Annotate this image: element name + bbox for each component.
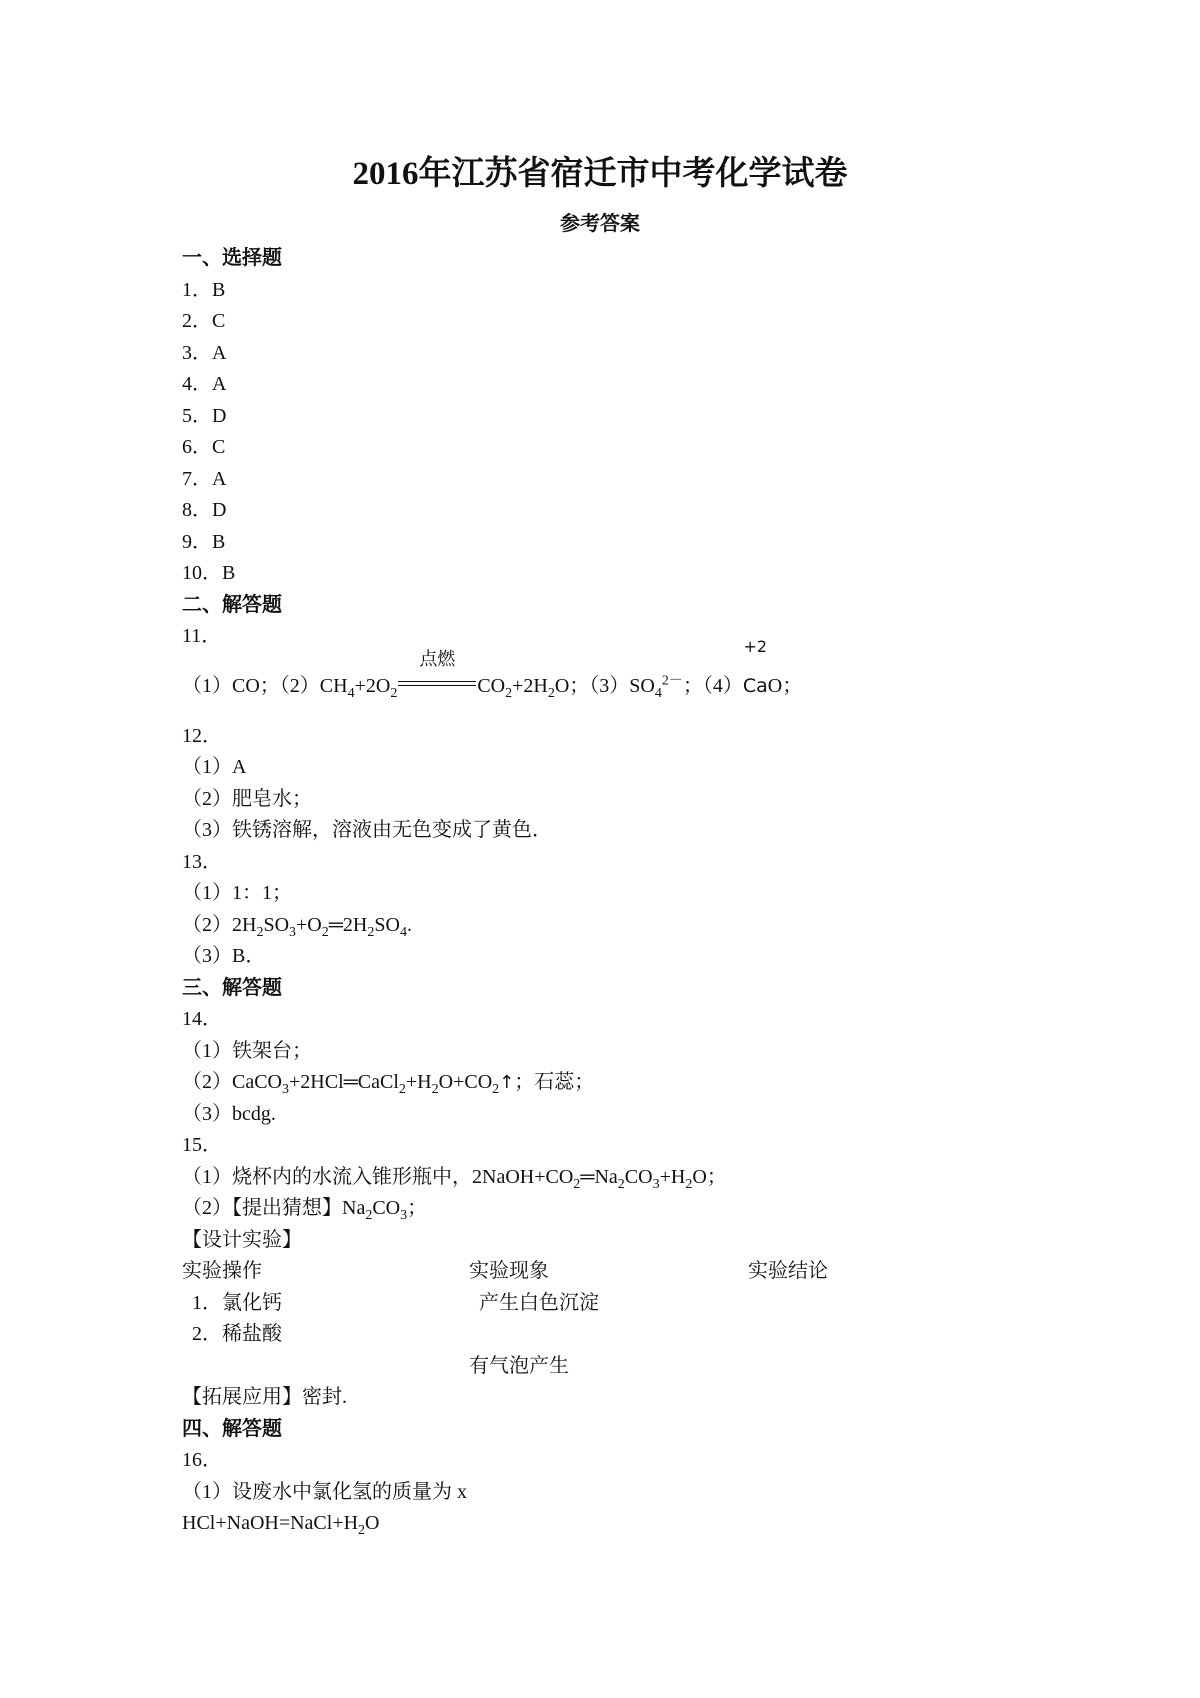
ignition-label: 点燃 [419,648,456,670]
q12-answer: （2）肥皂水； [182,787,312,810]
q13-equation: $(2)2H_2SO_3+O_2═2H_2SO_4$. [182,913,412,940]
page-title: 2016年江苏省宿迁市中考化学试卷 [352,156,848,192]
table-row [182,1319,1082,1351]
question-number: 11． [182,625,222,647]
header-conclusion: 实验结论 [748,1260,828,1282]
table-extra-row [182,1351,1082,1383]
row-operation: 1．氯化钙 [192,1291,282,1314]
valence-notation [742,636,768,713]
choice-answer: 8．D [182,499,227,521]
extra-phenomenon: 有气泡产生 [469,1354,569,1377]
question-number: 15． [182,1134,222,1156]
sulfate-charge: 2－ [661,672,683,688]
section-heading-3: 三、解答题 [182,976,282,999]
page-subtitle: 参考答案 [560,213,640,235]
section-heading-choice: 一、选择题 [182,247,282,269]
equals-bars [398,681,476,686]
choice-answer: 2．C [182,310,226,332]
row-operation: 2．稀盐酸 [192,1323,282,1345]
header-operation: 实验操作 [182,1260,262,1282]
spacer [182,713,1082,721]
choice-answer: 9．B [182,530,226,553]
choice-answer: 6．C [182,436,226,458]
gas-arrow-icon: ↑ [499,1072,515,1093]
q14-equation: $(2)CaCO_3+2HCl═CaCl_2+H_2O+CO_2↑$；石蕊； [182,1071,595,1097]
choice-answer: 4．A [182,373,227,395]
experiment-table-header [182,1256,1082,1288]
q13-answer: （1）1：1； [182,882,292,904]
q16-equation: $HCl+NaOH=NaCl+H_2O$ [182,1512,380,1538]
choice-answer: 1．B [182,278,226,301]
ignition-condition-equals [398,648,476,696]
question-number: 13． [182,850,222,873]
q15-answer-2: （2）【提出猜想】$Na_2CO_3$； [182,1197,428,1223]
q15-answer-1: （1）烧杯内的水流入锥形瓶中，$2NaOH+CO_2═Na_2CO_3+H_2O$； [182,1165,727,1192]
choice-answer: 3．A [182,341,227,364]
question-number: 16． [182,1449,222,1471]
valence-value: +2 [743,636,768,656]
q12-answer: （1）A [182,756,247,778]
q13-answer: （3）B． [182,945,266,967]
choice-answer: 5．D [182,404,227,427]
section-heading-2: 二、解答题 [182,593,282,616]
choice-answer: 7．A [182,467,227,490]
extension-application: 【拓展应用】密封. [182,1386,347,1408]
design-experiment-label: 【设计实验】 [182,1228,302,1251]
q11-answer-line: （1）CO；$(2)CH_4+2O_2$ 点燃 $CO_2+2H_2O$；$(3)SO_4^{2-}$；（4） +2 CaO； [182,659,1082,713]
row-phenomenon: 产生白色沉淀 [479,1291,599,1314]
answer-content [182,243,1082,1540]
q16-answer: （1）设废水中氯化氢的质量为 x [182,1480,467,1503]
q14-answer: （3）bcdg. [182,1102,276,1125]
valence-element: Ca [742,674,768,697]
question-number: 12． [182,724,222,747]
question-number: 14． [182,1008,222,1030]
choice-answer: 10．B [182,562,236,584]
section-heading-4: 四、解答题 [182,1417,282,1440]
table-row [182,1288,1082,1320]
q14-answer: （1）铁架台； [182,1039,312,1062]
q12-answer: （3）铁锈溶解，溶液由无色变成了黄色． [182,819,552,841]
header-phenomenon: 实验现象 [469,1260,549,1282]
